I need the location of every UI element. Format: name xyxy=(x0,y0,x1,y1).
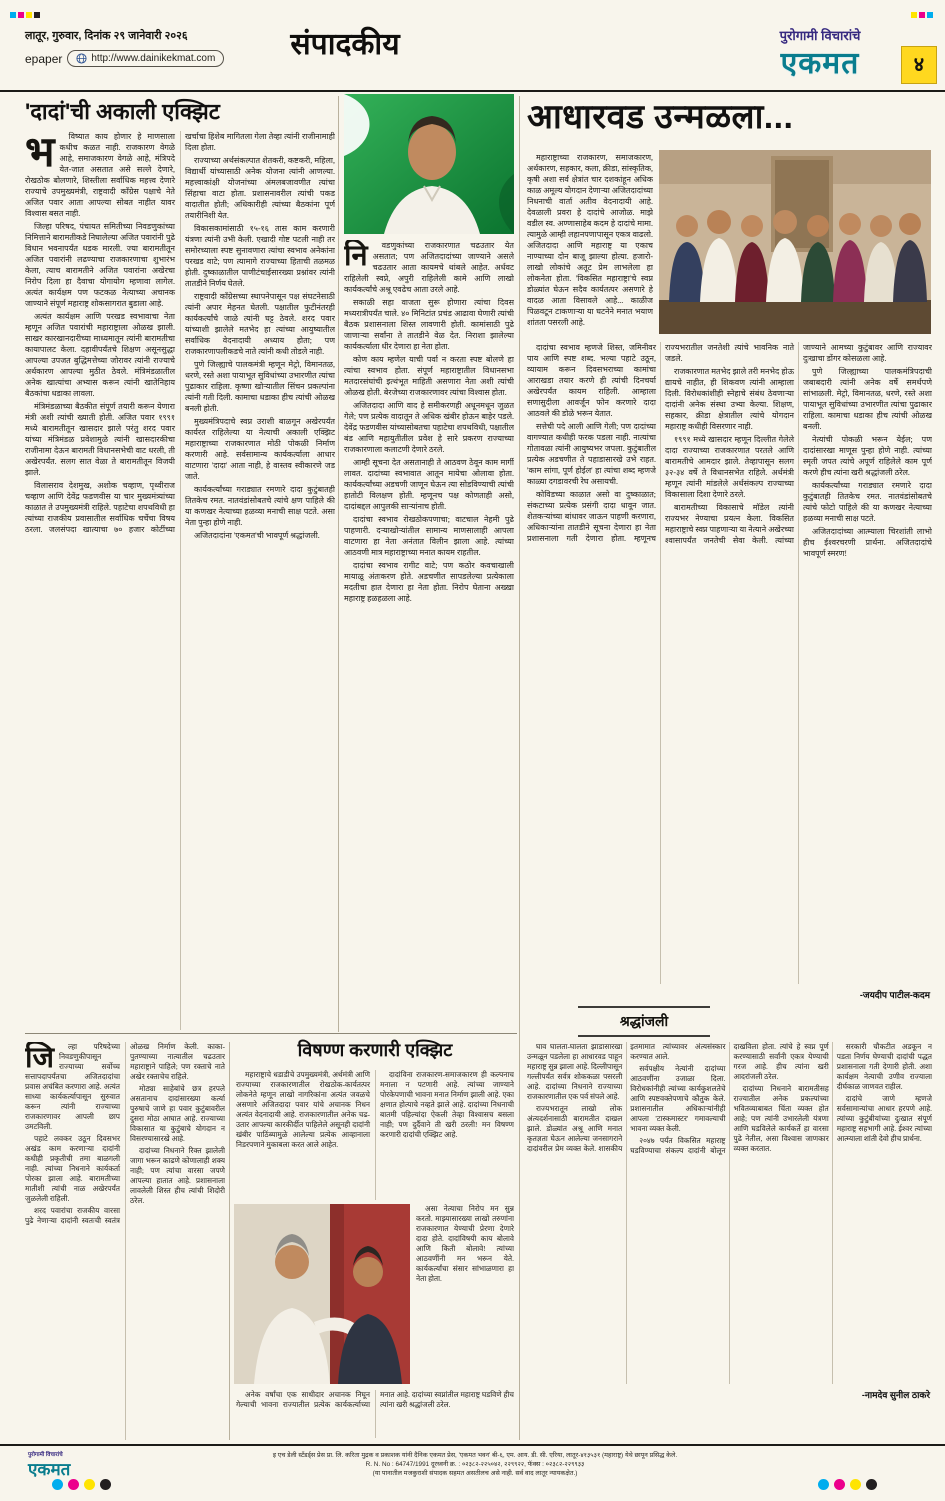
paragraph: दादांच्या निधनाने रिक्त झालेली जागा भरून काढणे कोणालाही शक्य नाही; पण त्यांचा वारसा जपणे आपल्या हातात आहे. प्रशासनाला लावलेली शिस्त हीच त्यांची शिदोरी ठरेल. xyxy=(130,1146,225,1205)
paragraph: असा नेत्याचा निरोप मन सुन्न करतो. माझ्यासारख्या लाखो तरुणांना राजकारणात येण्याची प्रेरणा देणारे दादा होते. दादांविषयी काय बोलावे आणि किती बोलावे! त्यांच्या आठवणींनी मन भरून येते. कार्यकर्त्यांचा संसार सांभाळणारा हा नेता होता. xyxy=(416,1204,514,1283)
paragraph: विकासकामांसाठी १५-१६ तास काम करणारी यंत्रणा त्यांनी उभी केली. एखादी गोष्ट पटली नाही तर समोरच्याला स्पष्ट सुनावणारा त्यांचा स्वभाव अनेकांना परखड वाटे; पण त्यामागे राज्याच्या हिताची तळमळ होती. दुष्काळातील पाणीटंचाईसारख्या प्रश्नांवर त्यांनी तातडीने निर्णय घेतले. xyxy=(185,224,335,288)
paragraph: कोण काय म्हणेल याची पर्वा न करता स्पष्ट बोलणे हा त्यांचा स्वभाव होता. संपूर्ण महाराष्ट्रातील विधानसभा मतदारसंघांची इत्थंभूत माहिती असणारा नेता अशी त्यांची ओळख होती. बेरजेच्या राजकारणावर त्यांचा विश्वास होता. xyxy=(344,355,514,397)
center-article-paragraphs xyxy=(344,240,514,604)
registration-marks-top-right xyxy=(911,5,935,23)
footer-line1: इ एच डेली स्टॅंडर्ड्स प्रेस प्रा. लि. करिता मुद्रक व प्रकाशक यांनी दैनिक एकमत प्रेस, 'एकमत भवन' बी-६, एम. आय. डी. सी. एरिया, लातूर-४१३५३१ (महाराष्ट्र) येथे छापून प्रसिद्ध केले. xyxy=(272,1452,678,1459)
main-article-body xyxy=(527,342,932,984)
main-article-paragraphs xyxy=(527,342,932,559)
bottom-center-paragraphs xyxy=(236,1070,514,1150)
left-article-dropcap: भ xyxy=(25,131,55,175)
paragraph: पुणे जिल्ह्याच्या पालकमंत्रिपदाची जबाबदारी त्यांनी अनेक वर्षे समर्थपणे सांभाळली. मेट्रो, विमानतळ, धरणे, रस्ते अशा पायाभूत सुविधांच्या उभारणीत त्यांचा पुढाकार राहिला. कामाचा धडाका हीच त्यांची ओळख बनली. xyxy=(803,367,932,431)
paragraph: मोठ्या साहेबांचे छत्र हरपले असतानाच दादांसारख्या कर्त्या पुरुषाचे जाणे हा पवार कुटुंबावरील दुसरा मोठा आघात आहे. राज्याच्या विकासात या कुटुंबाचे योगदान न विसरण्यासारखे आहे. xyxy=(130,1084,225,1143)
paragraph: ल्हा परिषदेच्या निवडणुकीपासून राज्याच्या सर्वोच्च सत्तापदापर्यंतचा अजितदादांचा प्रवास अचंबित करणारा आहे. अत्यंत साध्या कार्यकर्त्यापासून सुरुवात करून त्यांनी राज्याच्या राजकारणावर आपली छाप उमटविली. xyxy=(25,1042,120,1131)
paragraph: नेत्यांची पोकळी भरून येईल; पण दादांसारखा माणूस पुन्हा होणे नाही. त्यांच्या स्मृती जपत त्यांचे अपूर्ण राहिलेले काम पूर्ण करणे हीच त्यांना खरी श्रद्धांजली ठरेल. xyxy=(803,435,932,477)
ajit-pawar-portrait-photo xyxy=(344,94,514,234)
interview-photo xyxy=(234,1204,410,1384)
paragraph: सर्वपक्षीय नेत्यांनी दादांच्या आठवणींना उजाळा दिला. विरोधकांनीही त्यांच्या कार्यकुशलतेचे आणि स्पष्टवक्तेपणाचे कौतुक केले. प्रशासनातील अधिकाऱ्यांनीही आपला 'टास्कमास्टर' गमावल्याची भावना व्यक्त केली. xyxy=(630,1064,726,1133)
paragraph: विलासराव देशमुख, अशोक चव्हाण, पृथ्वीराज चव्हाण आणि देवेंद्र फडणवीस या चार मुख्यमंत्र्यांच्या काळात ते उपमुख्यमंत्री राहिले. पहाटेचा शपथविधी हा त्यांच्या राजकीय प्रवासातील सर्वाधिक चर्चेचा विषय ठरला. जलसंपदा खात्याचा ७० हजार कोटींच्या खर्चाचा हिशेब मागितला गेला तेव्हा त्यांनी राजीनामाही दिला होता. xyxy=(25,132,335,534)
tribute-body xyxy=(527,1042,932,1384)
bottom-center-side-paragraphs xyxy=(416,1204,514,1284)
cmyk-registration-dots-right xyxy=(818,1477,882,1495)
paragraph: पहाटे लवकर उठून दिवसभर अखंड काम करणाऱ्या दादांनी कधीही प्रकृतीची तमा बाळगली नाही. त्यांच्या निधनाने कार्यकर्ता पोरका झाला आहे. बारामतीच्या मातीशी त्यांची नाळ अखेरपर्यंत जुळलेली राहिली. xyxy=(25,1134,120,1203)
footer-imprint xyxy=(130,1452,820,1478)
section-title: संपादकीय xyxy=(290,28,400,61)
paragraph: महाराष्ट्राचे धडाडीचे उपमुख्यमंत्री, अर्थमंत्री आणि राज्याच्या राजकारणातील रोखठोक-कार्यतत्पर लोकनेते म्हणून लाखो नागरिकांना अत्यंत जवळचे असणारे अजितदादा पवार यांचे अचानक निधन अत्यंत वेदनादायी आहे. राजकारणातील अनेक चढ-उतार आपल्या कारकीर्दीत पाहिलेले असूनही दादांनी खंबीर पाठिंब्यामुळे आलेल्या प्रत्येक आव्हानाला निडरपणाने मुकाबला करत आले आहेत. xyxy=(236,1070,370,1149)
epaper-url[interactable] xyxy=(67,50,224,67)
header-divider xyxy=(0,90,945,92)
tribute-byline: -नामदेव सुनील ठाकरे xyxy=(861,1390,930,1400)
intro-paragraph: महाराष्ट्राच्या राजकारण, समाजकारण, अर्थकारण, सहकार, कला, क्रीडा, सांस्कृतिक, कृषी अशा सर्व क्षेत्रांत चार दशकांहून अधिक काळ अमूल्य योगदान देणाऱ्या अजितदादांच्या निधनाची वार्ता अतीव वेदनादायी आहे. देवळाली प्रवरा हे दादांचे आजोळ. माझे वडील स्व. अण्णासाहेब कदम हे दादांचे मामा. त्यामुळे आम्ही लहानपणापासून एकत्र वाढलो. अजितदादा आणि महाराष्ट्र या एकाच नाण्याच्या दोन बाजू झाल्या होत्या. हजारो-लाखो लोकांचे अतूट प्रेम लाभलेला हा लोकनेता होता. 'विकसित महाराष्ट्रा'चे स्वप्न डोळ्यांत घेऊन सदैव कार्यतत्पर असणारे हे वादळ आता विसावले आहे... काळीज पिळवटून टाकणाऱ्या या घटनेने मनात भयाण शांतता पसरली आहे. xyxy=(527,153,653,327)
paragraph: वडणुकांच्या राजकारणात चढउतार येत असतात; पण अजितदादांच्या जाण्याने असले चढउतार आता कायमचे थांबले आहेत. अर्धवट राहिलेली स्वप्ने, अपुरी राहिलेली कामे आणि लाखो कार्यकर्त्यांचे अश्रू एवढेच आता उरले आहे. xyxy=(344,241,514,294)
paragraph: दादांचे जाणे म्हणजे सर्वसामान्यांचा आधार हरपणे आहे. त्यांच्या कुटुंबीयांच्या दुःखात संपूर्ण महाराष्ट्र सहभागी आहे. ईश्वर त्यांच्या आत्म्याला शांती देवो हीच प्रार्थना. xyxy=(836,1094,932,1143)
main-article-byline: -जयदीप पाटील-कदम xyxy=(859,990,930,1000)
paragraph: मंत्रिमंडळाच्या बैठकीत संपूर्ण तयारी करून येणारा मंत्री अशी त्यांची ख्याती होती. अजित पवार १९९१ मध्ये बारामतीतून खासदार झाले परंतु शरद पवार यांच्या मंत्रिमंडळ प्रवेशामुळे त्यांनी खासदारकीचा राजीनामा देऊन बारामती विधानसभेची वाट धरली, ती अखेरपर्यंत. सलग सात वेळा ते बारामतीतून विजयी झाले. xyxy=(25,402,175,477)
paragraph: मुख्यमंत्रिपदाचे स्वप्न उराशी बाळगून अखेरपर्यंत कार्यरत राहिलेल्या या नेत्याची अकाली एक्झिट महाराष्ट्राच्या राजकारणात मोठी पोकळी निर्माण करणारी आहे. सर्वसामान्य कार्यकर्त्याला आधार वाटणारा 'दादा' आता नाही, हे वास्तव स्वीकारणे जड जाते. xyxy=(185,417,335,481)
paragraph: २०४७ पर्यंत विकसित महाराष्ट्र घडविण्याचा संकल्प दादांनी बोलून दाखविला होता. त्यांचे हे स्वप्न पूर्ण करण्यासाठी सर्वांनी एकत्र येण्याची गरज आहे. हीच त्यांना खरी आदरांजली ठरेल. xyxy=(630,1042,829,1155)
paragraph: सत्तेची पदे आली आणि गेली; पण दादांच्या वागण्यात कधीही फरक पडला नाही. नात्यांचा गोतावळा त्यांनी आयुष्यभर जपला. कुटुंबातील प्रत्येक अडचणीत ते पहाडासारखे उभे राहत. 'काम सांगा, पूर्ण होईल' हा त्यांचा शब्द म्हणजे काळ्या दगडावरची रेघ असायची. xyxy=(527,422,656,486)
bottom-left-dropcap: जि xyxy=(25,1042,55,1074)
paragraph: जिल्हा परिषद, पंचायत समितीच्या निवडणुकांच्या निमित्ताने बारामतीकडे निघालेल्या अजित पवारांनी पुढे विधान भवनापर्यंत धडक मारली. ज्या बारामतीतून अजित पवारांनी लढण्याचा राजकारणाचा शुभारंभ केला, त्याच बारामतीने अजित पवारांना अखेरचा निरोप दिला हा दैवाचा योगायोग म्हणावा लागेल. अत्यंत कार्यक्षम पण फटकळ नेत्याच्या अचानक जाण्याने संपूर्ण महाराष्ट्र शोकसागरात बुडाला आहे. xyxy=(25,222,175,308)
footer-logo-tagline: पुरोगामी विचारांचे xyxy=(28,1452,63,1458)
paragraph: घाव घालता-घालता झाडासारखा उन्मळून पडलेला हा आधारवड पाहून महाराष्ट्र सुन्न झाला आहे. दिल्लीपासून गल्लीपर्यंत सर्वत्र शोककळा पसरली आहे. दादांच्या निधनाने राज्याच्या राजकारणातील एक पर्व संपले आहे. xyxy=(527,1042,623,1101)
epaper-url-text: http://www.dainikekmat.com xyxy=(91,53,216,64)
bottom-left-article-body xyxy=(25,1042,225,1440)
masthead-name: एकमत xyxy=(780,47,860,80)
bottom-center-body xyxy=(236,1070,514,1200)
column-divider xyxy=(338,96,339,1032)
paragraph: दादांचा स्वभाव रोखठोकपणाचा; वाटचाल नेहमी पुढे पाहणारी. दऱ्याखोऱ्यांतील सामान्य माणसालाही आपला वाटणारा हा नेता अनंतात विलीन झाला आहे. त्यांच्या आठवणी मात्र महाराष्ट्राच्या मनात कायम राहतील. xyxy=(344,515,514,557)
paragraph: शरद पवारांचा राजकीय वारसा पुढे नेणाऱ्या दादांनी स्वतःची स्वतंत्र ओळख निर्माण केली. काका-पुतण्याच्या नात्यातील चढउतार महाराष्ट्राने पाहिले; पण रक्ताचे नाते अखेर रक्ताचेच राहिले. xyxy=(25,1042,225,1225)
paragraph: दादांचा स्वभाव म्हणजे शिस्त, जमिनीवर पाय आणि स्पष्ट शब्द. भल्या पहाटे उठून, व्यायाम करून दिवसभराच्या कामांचा आराखडा तयार करणे ही त्यांची दिनचर्या अखेरपर्यंत कायम राहिली. आम्हाला सणासुदीला आवर्जून फोन करणारे दादा आठवले की डोळे भरून येतात. xyxy=(527,343,656,418)
paragraph: दादांचा स्वभाव रागीट वाटे; पण कठोर कवचाखाली मायाळू अंतःकरण होते. अडचणीत सापडलेल्या प्रत्येकाला मदतीचा हात देणारा हा नेता होता. निरोप घेताना अख्खा महाराष्ट्र हळहळला आहे. xyxy=(344,561,514,603)
paragraph: अत्यंत कार्यक्षम आणि परखड स्वभावाचा नेता म्हणून अजित पवारांची महाराष्ट्राला ओळख झाली. साखर कारखानदारीच्या माध्यमातून त्यांनी बारामतीचा कायापालट केला. दहावीपर्यंतचे शिक्षण असूनसुद्धा आपल्या उपजत बुद्धिमत्तेच्या जोरावर त्यांनी राज्याचे अर्थकारण आपल्या मुठीत ठेवले. मंत्रिमंडळातील अनेक खात्यांचा अभ्यास करून त्यांनी खातेनिहाय बैठकांचा धडाका लावला. xyxy=(25,312,175,398)
registration-marks-top-left xyxy=(10,5,42,23)
bottom-center-side-body xyxy=(416,1204,514,1384)
bottom-center-headline: विषण्ण करणारी एक्झिट xyxy=(297,1040,453,1060)
paragraph: विष्यात काय होणार हे माणसाला कधीच कळत नाही. राजकारण वेगळे आहे, समाजकारण वेगळे आहे, मंत्रिपदे येत-जात असतात असे सल्ले देणारे, रोखठोक बोलणारे, शिस्तीला सर्वाधिक महत्त्व देणारे राज्याचे उपमुख्यमंत्री, राष्ट्रवादी काँग्रेस पक्षाचे नेते अजित पवार आता आपल्या सोबत नाहीत यावर विश्वास बसत नाही. xyxy=(25,132,175,218)
globe-icon xyxy=(76,53,87,64)
paragraph: अजितदादा आणि वाद हे समीकरणही अधूनमधून जुळत गेले; पण प्रत्येक वादातून ते अधिक खंबीर होऊन बाहेर पडले. देवेंद्र फडणवीस यांच्यासोबतचा पहाटेचा शपथविधी, पक्षातील बंड आणि महायुतीतील प्रवेश हे सारे प्रकरण राज्याच्या राजकारणाला कलाटणी देणारे ठरले. xyxy=(344,401,514,454)
bottom-center-below-body xyxy=(236,1390,514,1438)
paragraph: कोविडच्या काळात असो वा दुष्काळात; संकटाच्या प्रत्येक प्रसंगी दादा धावून जात. शेतकऱ्यांच्या बांधावर जाऊन पाहणी करणारा, अधिकाऱ्यांना तातडीने सूचना देणारा हा नेता प्रशासनाला गती देणारा होता. म्हणूनच राज्यभरातील जनतेशी त्यांचे भावनिक नाते जडले. xyxy=(527,343,794,543)
family-group-photo xyxy=(659,150,931,334)
epaper-label: epaper xyxy=(25,51,63,66)
center-article-body xyxy=(344,240,514,1030)
footer-logo: एकमत xyxy=(28,1460,71,1479)
paragraph: सरकारी चौकटीत अडकून न पडता निर्णय घेण्याची दादांची पद्धत प्रशासनाला गती देणारी होती. अशा कार्यक्षम नेत्याची उणीव राज्याला दीर्घकाळ जाणवत राहील. xyxy=(836,1042,932,1091)
paragraph: दादांच्या निधनाने बारामतीसह राज्यातील अनेक प्रकल्पांच्या भवितव्याबाबत चिंता व्यक्त होत आहे; पण त्यांनी उभारलेली यंत्रणा आणि घडविलेले कार्यकर्ते हा वारसा पुढे नेतील, असा विश्वास जाणकार व्यक्त करतात. xyxy=(733,1084,829,1153)
left-article-body xyxy=(25,131,335,1030)
paragraph: कार्यकर्त्यांच्या गराड्यात रमणारे दादा कुटुंबातही तितकेच रमत. नातवंडांसोबतचे त्यांचे फोटो पाहिले की या कणखर नेत्याच्या हळव्या मनाची साक्ष पटते. xyxy=(803,481,932,523)
paragraph: कार्यकर्त्यांच्या गराड्यात रमणारे दादा कुटुंबातही तितकेच रमत. नातवंडांसोबतचे त्यांचे क्षण पाहिले की या कणखर नेत्याच्या हळव्या मनाची साक्ष पटते. असा नेता पुन्हा होणे नाही. xyxy=(185,485,335,527)
tribute-paragraphs xyxy=(527,1042,932,1156)
paragraph: पुणे जिल्ह्याचे पालकमंत्री म्हणून मेट्रो, विमानतळ, धरणे, रस्ते अशा पायाभूत सुविधांच्या उभारणीत त्यांचा पुढाकार राहिला. कृष्णा खोऱ्यातील सिंचन प्रकल्पांना त्यांनी गती दिली. कामाचा धडाका हीच त्यांची ओळख बनली होती. xyxy=(185,360,335,413)
dateline: लातूर, गुरुवार, दिनांक २९ जानेवारी २०२६ xyxy=(25,30,188,42)
column-divider xyxy=(229,1042,230,1440)
section-divider xyxy=(25,1033,517,1034)
paragraph: राजकारणात मतभेद झाले तरी मनभेद होऊ द्यायचे नाहीत, ही शिकवण त्यांनी आम्हाला दिली. विरोधकांशीही स्नेहाचे संबंध ठेवणाऱ्या दादांनी अनेक संस्था उभ्या केल्या. शिक्षण, सहकार, क्रीडा क्षेत्रातील त्यांचे योगदान महाराष्ट्र कधीही विसरणार नाही. xyxy=(665,367,794,431)
main-article-intro xyxy=(527,152,653,336)
main-article-headline: आधारवड उन्मळला... xyxy=(527,98,794,136)
paragraph: अजितदादांना 'एकमत'ची भावपूर्ण श्रद्धांजली. xyxy=(194,531,320,540)
column-divider xyxy=(519,96,520,1440)
footer-line2: R. N. No : 64747/1991 दूरध्वनी क्र. : ०२३८२-२२५०४२, २२९९२२, फॅक्स : ०२३८२-२२९९३३ xyxy=(365,1460,585,1468)
paragraph: राष्ट्रवादी काँग्रेसच्या स्थापनेपासून पक्ष संघटनेसाठी त्यांनी अपार मेहनत घेतली. पक्षातील फुटीनंतरही कार्यकर्त्यांचे जाळे त्यांनी घट्ट ठेवले. शरद पवार यांच्याशी झालेले मतभेद हा त्यांच्या आयुष्यातील सर्वाधिक वेदनादायी अध्याय होता; पण राजकारणापलीकडचे नाते त्यांनी कधी तोडले नाही. xyxy=(185,292,335,356)
epaper-row xyxy=(25,50,224,67)
paragraph: अजितदादांच्या आत्म्याला चिरशांती लाभो हीच ईश्वरचरणी प्रार्थना. अजितदादांचे भावपूर्ण स्मरण! xyxy=(803,527,932,558)
paragraph: आम्ही सूचना देत असतानाही ते आठवण ठेवून काम मार्गी लावत. दादांच्या स्वभावात आतून मायेचा ओलावा होता. कार्यकर्त्यांच्या अडचणी जाणून घेऊन त्या सोडविण्याची त्यांची हातोटी विलक्षण होती. म्हणूनच पक्ष कोणताही असो, दादांबद्दल आपुलकी साऱ्यांनाच होती. xyxy=(344,458,514,511)
masthead-tagline: पुरोगामी विचारांचे xyxy=(779,28,861,43)
footer-divider xyxy=(0,1444,945,1446)
paragraph: राज्याच्या अर्थसंकल्पात शेतकरी, कष्टकरी, महिला, विद्यार्थी यांच्यासाठी अनेक योजना त्यांनी आणल्या. महत्त्वाकांक्षी योजनांच्या अंमलबजावणीत त्यांचा सिंहाचा वाटा होता. प्रशासनावरील त्यांची पकड वादातीत होती; अधिकारीही त्यांच्या बैठकांना पूर्ण तयारीनिशी येत. xyxy=(185,156,335,220)
center-article-dropcap: नि xyxy=(344,240,368,272)
page-number: ४ xyxy=(901,46,937,84)
footer-line3: (या पानातील मजकुराशी संपादक सहमत असतीलच असे नाही. सर्व वाद लातूर न्यायकक्षेत.) xyxy=(372,1469,578,1477)
left-article-paragraphs xyxy=(25,131,335,541)
paragraph: दादांविना राजकारण-समाजकारण ही कल्पनाच मनाला न पटणारी आहे. त्यांच्या जाण्याने पोरकेपणाची भावना मनात निर्माण झाली आहे. एका क्षणात होत्याचे नव्हते झाले आहे. दादांच्या निधनाची बातमी पहिल्यांदा ऐकली तेव्हा विश्वासच बसला नाही; पण दुर्दैवाने ती खरी ठरली! मन विषण्ण करणारी दादांची एक्झिट आहे. xyxy=(380,1070,514,1139)
paragraph: १९९१ मध्ये खासदार म्हणून दिल्लीत गेलेले दादा राज्याच्या राजकारणात परतले आणि बारामतीचे आमदार झाले. तेव्हापासून सलग ३२-३४ वर्षे ते विधानसभेत राहिले. अर्थमंत्री म्हणून त्यांनी मांडलेले अर्थसंकल्प राज्याच्या विकासाला दिशा देणारे ठरले. xyxy=(665,435,794,499)
paragraph: राज्यभरातून लाखो लोक अंत्यदर्शनासाठी बारामतीत दाखल झाले. डोळ्यांत अश्रू आणि मनात कृतज्ञता घेऊन आलेल्या जनसागराने दादांवरील प्रेम व्यक्त केले. शासकीय इतमामात त्यांच्यावर अंत्यसंस्कार करण्यात आले. xyxy=(527,1042,726,1153)
paragraph: सकाळी सहा वाजता सुरू होणारा त्यांचा दिवस मध्यरात्रीपर्यंत चाले. ४० मिनिटांत प्रचंड आढावा घेणारी त्यांची बैठक प्रशासनाला शिस्त लावणारी होती. कामांसाठी पुढे जाणाऱ्या सर्वांना ते तातडीने वेळ देत. निराशा झालेल्या कार्यकर्त्याला धीर देणारा हा नेता होता. xyxy=(344,298,514,351)
paragraph: अनेक वर्षांचा एक साथीदार अचानक निघून गेल्याची भावना राज्यातील प्रत्येक कार्यकर्त्याच्या मनात आहे. दादांच्या स्वप्नांतील महाराष्ट्र घडविणे हीच त्यांना खरी श्रद्धांजली ठरेल. xyxy=(236,1390,514,1409)
bottom-center-below-paragraphs xyxy=(236,1390,514,1411)
paragraph: बारामतीच्या विकासाचे मॉडेल त्यांनी राज्यभर नेण्याचा प्रयत्न केला. विकसित महाराष्ट्राचे स्वप्न पाहणाऱ्या या नेत्याने अखेरच्या श्वासापर्यंत जनतेची सेवा केली. त्यांच्या जाण्याने आमच्या कुटुंबावर आणि राज्यावर दुःखाचा डोंगर कोसळला आहे. xyxy=(665,343,932,545)
tribute-section-title: श्रद्धांजली xyxy=(578,1006,710,1037)
left-article-headline: 'दादां'ची अकाली एक्झिट xyxy=(25,99,220,124)
cmyk-registration-dots-left xyxy=(52,1477,116,1495)
